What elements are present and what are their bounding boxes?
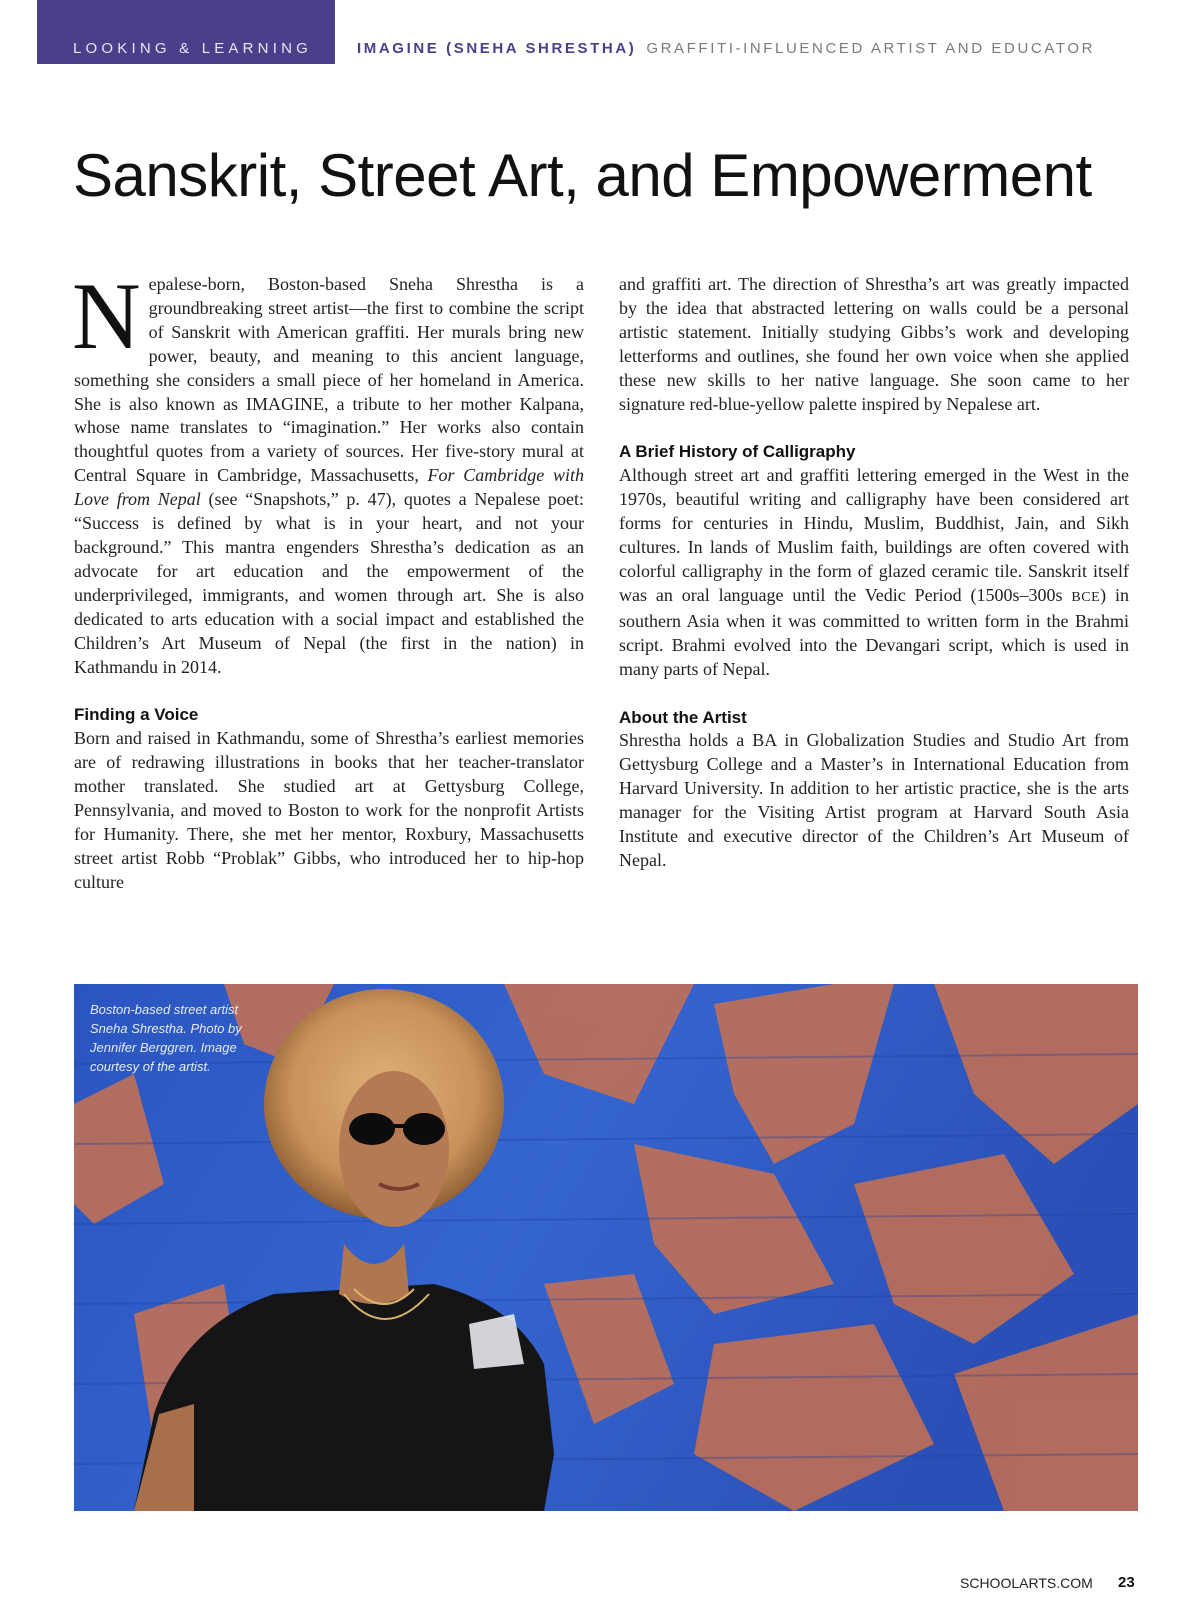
- photo-caption: Boston-based street artist Sneha Shrestha. Photo by Jennifer Berggren. Image courtesy of the artist.: [90, 1002, 242, 1074]
- continuation-paragraph: and graffiti art. The direction of Shrestha’s art was greatly impacted by the idea that abstracted lettering on walls could be a personal artistic statement. Initially studying Gibbs’s work and developing letterforms and outlines, she found her own voice when she applied these new skills to her native language. She soon came to her signature red-blue-yellow palette inspired by Nepalese art.: [619, 274, 1129, 414]
- drop-cap: N: [72, 263, 141, 369]
- footer-website: SCHOOLARTS.COM: [960, 1575, 1093, 1591]
- page-number: 23: [1118, 1574, 1135, 1591]
- column-right: [619, 273, 1129, 873]
- subhead-finding-voice: Finding a Voice: [74, 705, 199, 725]
- calligraphy-text-2: ) in southern Asia when it was committed to written form in the Brahmi script. Brahmi evolved into the Devangari script, which is used in many parts of Nepal.: [619, 584, 1129, 679]
- artist-name: IMAGINE (SNEHA SHRESTHA): [357, 40, 637, 57]
- article-title: Sanskrit, Street Art, and Empowerment: [73, 142, 1092, 209]
- intro-text-2: (see “Snapshots,” p. 47), quotes a Nepalese poet: “Success is defined by what is in your heart, and not your background.” This mantra engenders Shrestha’s dedication as an advocate for art education and the empowerment of the underprivileged, immigrants, and women through art. She is also dedicated to arts education with a social impact and established the Children’s Art Museum of Nepal (the first in the nation) in Kathmandu in 2014.: [74, 489, 584, 677]
- column-left: [72, 263, 584, 895]
- calligraphy-paragraph: [619, 464, 1129, 681]
- era-label: BCE: [1071, 589, 1101, 605]
- artist-photo: [74, 984, 1138, 1511]
- artist-descriptor: GRAFFITI-INFLUENCED ARTIST AND EDUCATOR: [646, 40, 1096, 57]
- subhead-calligraphy: A Brief History of Calligraphy: [619, 442, 856, 462]
- face: [339, 1071, 449, 1227]
- mural-title: For Cambridge with Love from Nepal: [74, 465, 584, 510]
- finding-voice-paragraph: Born and raised in Kathmandu, some of Shrestha’s earliest memories are of redrawing illustrations in books that her teacher-translator mother translated. She studied art at Gettysburg College, Pennsylvania, and moved to Boston to work for the nonprofit Artists for Humanity. There, she met her mentor, Roxbury, Massachusetts street artist Robb “Problak” Gibbs, who introduced her to hip-hop culture: [74, 728, 584, 892]
- calligraphy-text-1: Although street art and graffiti lettering emerged in the West in the 1970s, beautiful writing and calligraphy have been considered art forms for centuries in Hindu, Muslim, Buddhist, Jain, and Sikh cultures. In lands of Muslim faith, buildings are often covered with colorful calligraphy in the form of glazed ceramic tile. Sanskrit itself was an oral language until the Vedic Period (1500s–300s: [619, 465, 1129, 605]
- subhead-about-artist: About the Artist: [619, 707, 747, 727]
- intro-paragraph: [72, 263, 584, 679]
- article-kicker: [357, 41, 1095, 56]
- about-paragraph: Shrestha holds a BA in Globalization Studies and Studio Art from Gettysburg College and a Master’s in International Education from Harvard University. In addition to her artistic practice, she is the arts manager for the Visiting Artist program at Harvard South Asia Institute and executive director of the Children’s Art Museum of Nepal.: [619, 730, 1129, 870]
- section-label: LOOKING & LEARNING: [73, 40, 312, 57]
- intro-text-1: epalese-born, Boston-based Sneha Shrestha is a groundbreaking street artist—the first to combine the script of Sanskrit with American graffiti. Her murals bring new power, beauty, and meaning to this ancient language, something she considers a small piece of her homeland in America. She is also known as IMAGINE, a tribute to her mother Kalpana, whose name translates to “imagination.” Her works also contain thoughtful quotes from a variety of sources. Her five-story mural at Central Square in Cambridge, Massachusetts,: [74, 274, 584, 486]
- section-tab: [37, 0, 335, 64]
